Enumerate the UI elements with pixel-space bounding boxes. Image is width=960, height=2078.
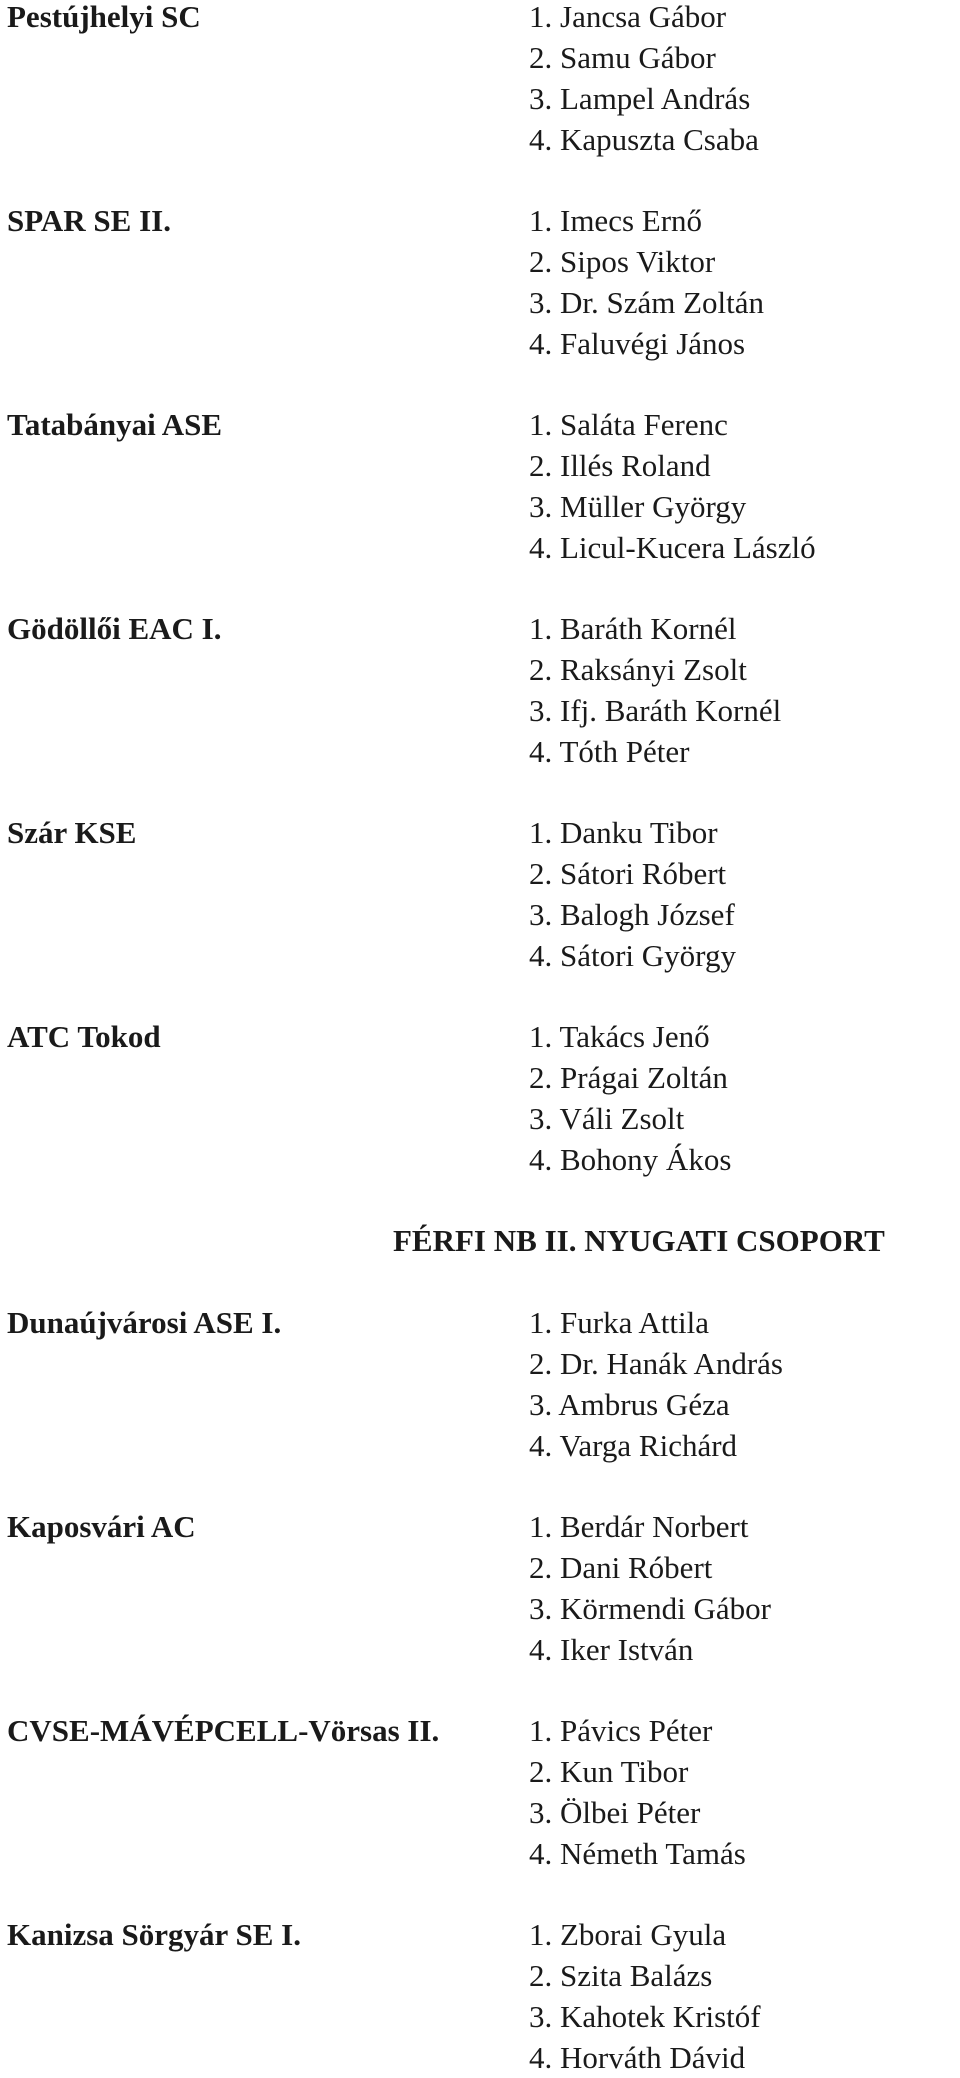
player-entry: 3. Müller György [529, 489, 747, 524]
team-name: Pestújhelyi SC [7, 0, 201, 34]
player-entry: 1. Imecs Ernő [529, 203, 703, 238]
player-entry: 2. Sátori Róbert [529, 856, 727, 891]
player-entry: 1. Takács Jenő [529, 1019, 710, 1054]
player-entry: 3. Ifj. Baráth Kornél [529, 693, 782, 728]
team-name: Kanizsa Sörgyár SE I. [7, 1917, 301, 1952]
team-name: Dunaújvárosi ASE I. [7, 1305, 282, 1340]
player-entry: 4. Tóth Péter [529, 734, 690, 769]
player-entry: 1. Jancsa Gábor [529, 0, 727, 34]
player-entry: 2. Raksányi Zsolt [529, 652, 747, 687]
player-list [529, 1302, 783, 1466]
player-list [529, 812, 736, 976]
player-entry: 2. Illés Roland [529, 448, 711, 483]
player-entry: 4. Varga Richárd [529, 1428, 738, 1463]
player-entry: 4. Bohony Ákos [529, 1142, 732, 1177]
player-entry: 2. Prágai Zoltán [529, 1060, 728, 1095]
player-entry: 2. Kun Tibor [529, 1754, 689, 1789]
player-entry: 1. Berdár Norbert [529, 1509, 749, 1544]
player-entry: 1. Baráth Kornél [529, 611, 737, 646]
team-name: Tatabányai ASE [7, 407, 223, 442]
player-entry: 3. Körmendi Gábor [529, 1591, 771, 1626]
player-entry: 1. Danku Tibor [529, 815, 718, 850]
player-entry: 2. Dr. Hanák András [529, 1346, 783, 1381]
player-list [529, 200, 764, 364]
player-list [529, 404, 816, 568]
player-list [529, 1506, 771, 1670]
team-name: SPAR SE II. [7, 203, 171, 238]
player-entry: 1. Furka Attila [529, 1305, 709, 1340]
team-name: CVSE-MÁVÉPCELL-Vörsas II. [7, 1713, 440, 1748]
player-entry: 4. Licul-Kucera László [529, 530, 816, 565]
team-name: Szár KSE [7, 815, 137, 850]
player-list [529, 0, 759, 160]
player-entry: 1. Pávics Péter [529, 1713, 713, 1748]
player-entry: 1. Saláta Ferenc [529, 407, 728, 442]
team-name: ATC Tokod [7, 1019, 161, 1054]
player-entry: 2. Sipos Viktor [529, 244, 716, 279]
section-heading: FÉRFI NB II. NYUGATI CSOPORT [393, 1223, 885, 1258]
player-entry: 2. Samu Gábor [529, 40, 716, 75]
player-entry: 4. Németh Tamás [529, 1836, 746, 1871]
player-list [529, 1914, 761, 2078]
player-entry: 2. Dani Róbert [529, 1550, 713, 1585]
team-name: Gödöllői EAC I. [7, 611, 222, 646]
player-entry: 4. Kapuszta Csaba [529, 122, 759, 157]
player-list [529, 1710, 746, 1874]
team-name: Kaposvári AC [7, 1509, 196, 1544]
player-entry: 4. Horváth Dávid [529, 2040, 746, 2075]
player-entry: 3. Kahotek Kristóf [529, 1999, 761, 2034]
player-entry: 3. Balogh József [529, 897, 735, 932]
player-entry: 4. Faluvégi János [529, 326, 746, 361]
player-entry: 3. Ölbei Péter [529, 1795, 701, 1830]
player-entry: 3. Váli Zsolt [529, 1101, 685, 1136]
player-entry: 3. Ambrus Géza [529, 1387, 730, 1422]
player-entry: 4. Iker István [529, 1632, 694, 1667]
player-entry: 4. Sátori György [529, 938, 736, 973]
player-entry: 3. Dr. Szám Zoltán [529, 285, 765, 320]
player-entry: 2. Szita Balázs [529, 1958, 713, 1993]
player-list [529, 608, 781, 772]
player-entry: 3. Lampel András [529, 81, 751, 116]
player-list [529, 1016, 731, 1180]
player-entry: 1. Zborai Gyula [529, 1917, 727, 1952]
